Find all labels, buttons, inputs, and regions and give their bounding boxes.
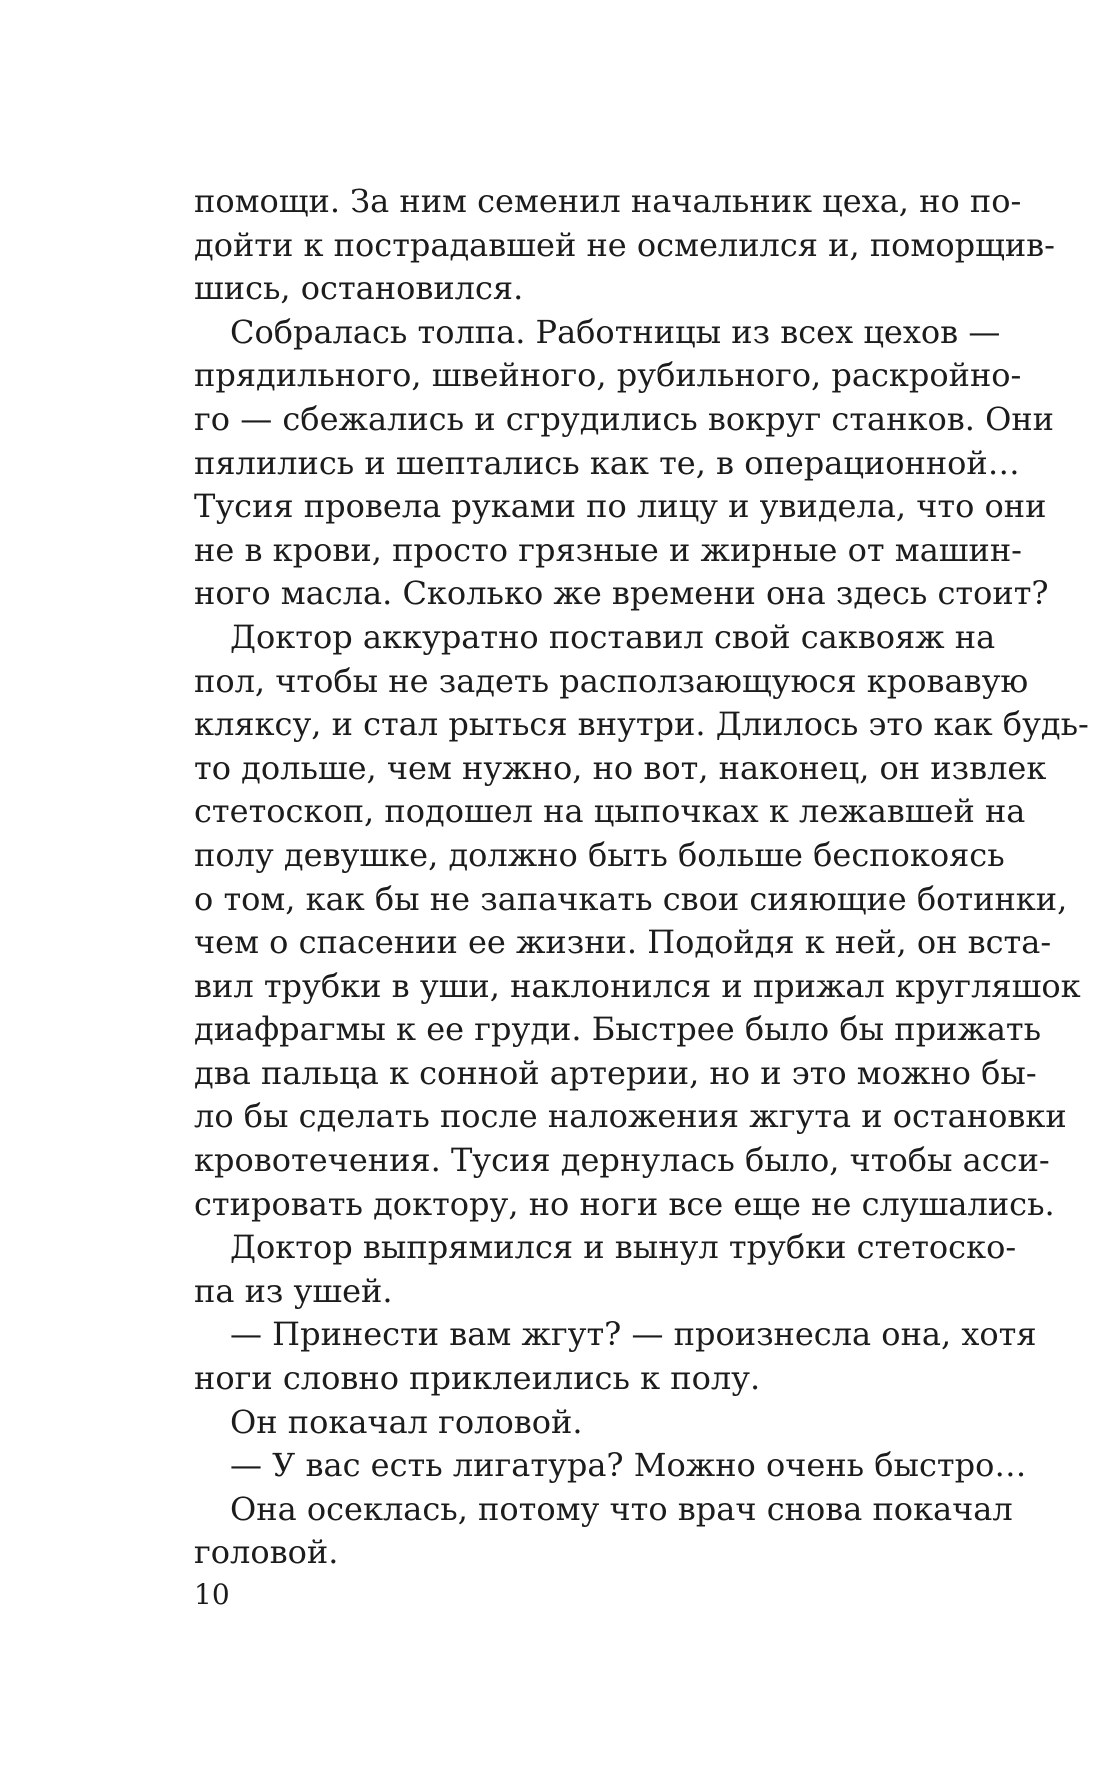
text-line: стетоскоп, подошел на цыпочках к лежавшей на <box>194 792 1026 831</box>
text-line: пол, чтобы не задеть расползающуюся кровавую <box>194 661 1029 700</box>
text-line: кляксу, и стал рыться внутри. Длилось это как будь- <box>194 705 1089 744</box>
text-line: о том, как бы не запачкать свои сияющие ботинки, <box>194 879 1068 918</box>
text-line: Собралась толпа. Работницы из всех цехов — <box>230 312 1001 351</box>
text-line: шись, остановился. <box>194 269 524 308</box>
text-line: прядильного, швейного, рубильного, раскройно- <box>194 356 1022 395</box>
text-line: ноги словно приклеились к полу. <box>194 1359 761 1398</box>
text-line: чем о спасении ее жизни. Подойдя к ней, он вста- <box>194 923 1052 962</box>
text-line: па из ушей. <box>194 1271 393 1310</box>
text-line: Доктор аккуратно поставил свой саквояж на <box>230 617 996 656</box>
text-line: ло бы сделать после наложения жгута и остановки <box>194 1097 1067 1136</box>
text-line: головой. <box>194 1533 339 1572</box>
text-line: вил трубки в уши, наклонился и прижал кругляшок <box>194 966 1081 1005</box>
text-line: стировать доктору, но ноги все еще не слушались. <box>194 1184 1055 1223</box>
text-line: то дольше, чем нужно, но вот, наконец, он извлек <box>194 748 1047 787</box>
text-line: диафрагмы к ее груди. Быстрее было бы прижать <box>194 1010 1042 1049</box>
text-line: Она осеклась, потому что врач снова покачал <box>230 1489 1013 1528</box>
page-number: 10 <box>194 1578 230 1611</box>
text-line: Он покачал головой. <box>230 1402 583 1441</box>
text-line: кровотечения. Тусия дернулась было, чтобы асси- <box>194 1141 1050 1180</box>
text-line: два пальца к сонной артерии, но и это можно бы- <box>194 1053 1037 1092</box>
body-text <box>194 180 1089 1575</box>
text-line: — Принести вам жгут? — произнесла она, хотя <box>230 1315 1037 1354</box>
text-line: полу девушке, должно быть больше беспокоясь <box>194 835 1005 874</box>
text-line: дойти к пострадавшей не осмелился и, поморщив- <box>194 225 1055 264</box>
text-line: Тусия провела руками по лицу и увидела, что они <box>194 487 1047 526</box>
text-line: го — сбежались и сгрудились вокруг станков. Они <box>194 399 1054 438</box>
text-line: Доктор выпрямился и вынул трубки стетоско- <box>230 1228 1017 1267</box>
text-line: ного масла. Сколько же времени она здесь стоит? <box>194 574 1049 613</box>
text-line: не в крови, просто грязные и жирные от машин- <box>194 530 1022 569</box>
text-line: пялились и шептались как те, в операционной… <box>194 443 1020 482</box>
text-line: — У вас есть лигатура? Можно очень быстро… <box>230 1446 1027 1485</box>
text-line: помощи. За ним семенил начальник цеха, но по- <box>194 182 1022 220</box>
